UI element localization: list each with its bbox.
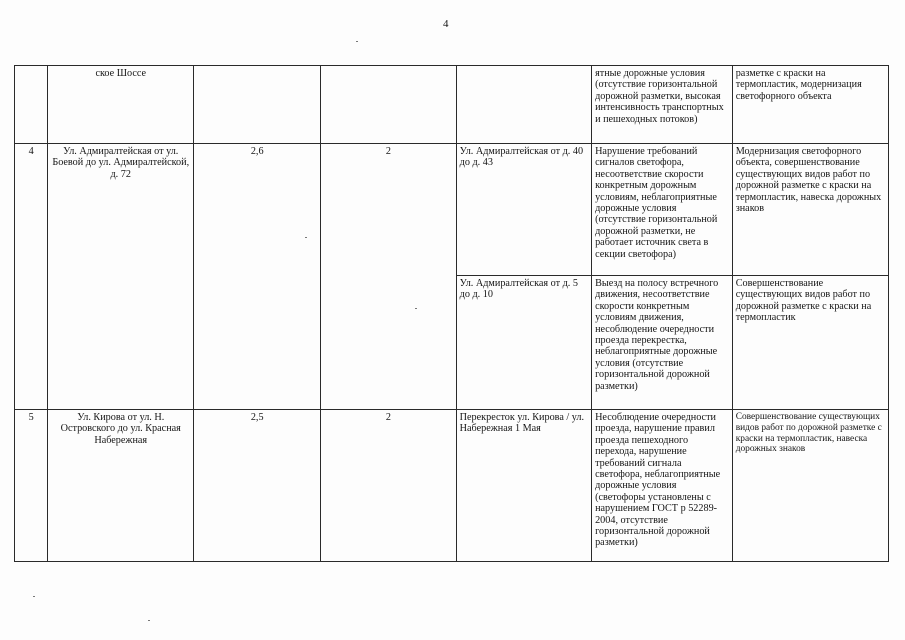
cell-count bbox=[321, 66, 456, 144]
cell-length: 2,5 bbox=[194, 410, 321, 562]
cell-location: Ул. Адмиралтейская от д. 40 до д. 43 bbox=[456, 144, 591, 276]
scan-speck bbox=[356, 41, 358, 42]
document-table bbox=[14, 65, 889, 562]
cell-count: 2 bbox=[321, 410, 456, 562]
cell-violations: Выезд на полосу встречного движения, несоответствие скорости конкретным условиям движения, несоблюдение очередности проезда перекрестка, неблагоприятные дорожные условия (отсутствие горизонтальной дорожной разметки) bbox=[592, 276, 733, 410]
scan-speck bbox=[148, 620, 150, 621]
cell-road: Ул. Кирова от ул. Н. Островского до ул. Красная Набережная bbox=[48, 410, 194, 562]
table-row bbox=[15, 66, 889, 144]
scan-speck bbox=[415, 308, 417, 309]
cell-violations: ятные дорожные условия (отсутствие горизонтальной дорожной разметки, высокая интенсивность транспортных и пешеходных потоков) bbox=[592, 66, 733, 144]
cell-location: Перекресток ул. Кирова / ул. Набережная 1 Мая bbox=[456, 410, 591, 562]
page-number: 4 bbox=[443, 18, 449, 30]
scan-speck bbox=[33, 596, 35, 597]
cell-measures: Совершенствование существующих видов работ по дорожной разметке с краски на термопластик bbox=[732, 276, 888, 410]
cell-location: Ул. Адмиралтейская от д. 5 до д. 10 bbox=[456, 276, 591, 410]
cell-count: 2 bbox=[321, 144, 456, 410]
cell-num: 5 bbox=[15, 410, 48, 562]
cell-measures: разметке с краски на термопластик, модернизация светофорного объекта bbox=[732, 66, 888, 144]
cell-length bbox=[194, 66, 321, 144]
scan-speck bbox=[305, 237, 307, 238]
cell-length: 2,6 bbox=[194, 144, 321, 410]
cell-road: ское Шоссе bbox=[48, 66, 194, 144]
table-row bbox=[15, 144, 889, 276]
cell-violations: Несоблюдение очередности проезда, нарушение правил проезда пешеходного перехода, нарушение требований сигнала светофора, неблагоприятные дорожные условия (светофоры установлены с нарушением ГОСТ р 52289-2004, отсутствие горизонтальной дорожной разметки) bbox=[592, 410, 733, 562]
cell-road: Ул. Адмиралтейская от ул. Боевой до ул. Адмиралтейской, д. 72 bbox=[48, 144, 194, 410]
cell-num: 4 bbox=[15, 144, 48, 410]
table-row bbox=[15, 410, 889, 562]
cell-measures: Модернизация светофорного объекта, совершенствование существующих видов работ по дорожной разметке с краски на термопластик, навеска дорожных знаков bbox=[732, 144, 888, 276]
cell-location bbox=[456, 66, 591, 144]
cell-num bbox=[15, 66, 48, 144]
cell-violations: Нарушение требований сигналов светофора, несоответствие скорости конкретным дорожным условиям, неблагоприятные дорожные условия (отсутствие горизонтальной дорожной разметки, не работает источник света в секции светофора) bbox=[592, 144, 733, 276]
cell-measures: Совершенствование существующих видов работ по дорожной разметке с краски на термопластик, навеска дорожных знаков bbox=[732, 410, 888, 562]
